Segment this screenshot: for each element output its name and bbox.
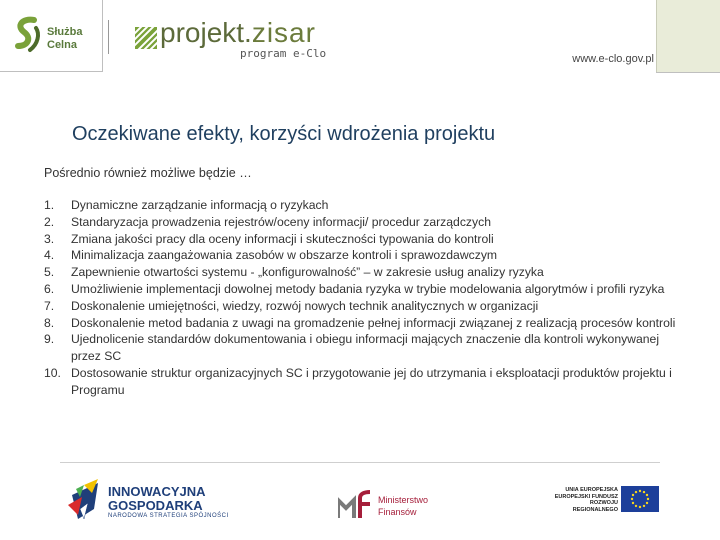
- list-item-number: 2.: [44, 214, 55, 229]
- list-item-text: Doskonalenie umiejętności, wiedzy, rozwój nowych technik analitycznych w organizacji: [71, 298, 539, 313]
- mf-line-1: Ministerstwo: [378, 495, 429, 505]
- list-item: [44, 197, 680, 214]
- list-item-text: Zapewnienie otwartości systemu - „konfigurowalność” – w zakresie usług analizy ryzyka: [71, 265, 544, 280]
- list-item-number: 8.: [44, 315, 55, 330]
- list-item-text: Umożliwienie implementacji dowolnej metody badania ryzyka w trybie modelowania algorytmów i profili ryzyka: [71, 281, 665, 296]
- list-item-text: Standaryzacja prowadzenia rejestrów/oceny informacji/ procedur zarządczych: [71, 214, 491, 229]
- sluzba-celna-logo-text: [47, 26, 82, 52]
- list-item: [44, 315, 680, 332]
- benefits-list: [44, 197, 680, 399]
- ue-line-1: UNIA EUROPEJSKA: [565, 487, 618, 493]
- list-item-number: 3.: [44, 231, 55, 246]
- ministerstwo-finansow-logo-icon: [338, 490, 372, 518]
- header-corner-line: [656, 72, 720, 73]
- list-item-number: 7.: [44, 298, 55, 313]
- list-item-text: Doskonalenie metod badania z uwagi na gromadzenie pełnej informacji związanej z realizacją procesów kontroli: [71, 315, 676, 330]
- ig-line-1: INNOWACYJNA: [108, 484, 206, 499]
- project-brand: zisar: [251, 17, 316, 48]
- list-item: [44, 281, 680, 298]
- list-item-number: 4.: [44, 248, 55, 263]
- footer-divider: [60, 462, 660, 463]
- sluzba-celna-logo-icon: [14, 16, 44, 54]
- ig-line-2: GOSPODARKA: [108, 498, 203, 513]
- site-url[interactable]: www.e-clo.gov.pl: [572, 53, 654, 65]
- list-item: [44, 264, 680, 281]
- project-subtitle: program e-Clo: [240, 47, 327, 60]
- innowacyjna-gospodarka-logo-icon: [68, 475, 102, 521]
- list-item-number: 1.: [44, 198, 55, 212]
- slide-title: Oczekiwane efekty, korzyści wdrożenia projektu: [72, 123, 496, 145]
- ig-tagline: NARODOWA STRATEGIA SPÓJNOŚCI: [108, 513, 229, 519]
- list-item: [44, 298, 680, 315]
- ue-line-3: ROZWOJU REGIONALNEGO: [572, 500, 618, 513]
- list-item-text: Ujednolicenie standardów dokumentowania i obiegu informacji mających znaczenie dla kontroli wykonywanej przez SC: [71, 332, 660, 364]
- sc-logo-line-2: Celna: [47, 39, 77, 51]
- ministerstwo-finansow-logo-text: [378, 494, 428, 518]
- list-item: [44, 365, 680, 399]
- unia-europejska-logo-text: [548, 487, 618, 513]
- project-logo-title: [160, 17, 316, 49]
- list-item-text: Dynamiczne zarządzanie informacją o ryzykach: [71, 198, 329, 212]
- list-item-text: Dostosowanie struktur organizacyjnych SC i przygotowanie jej do utrzymania i eksploatacji produktów projektu i Programu: [71, 365, 672, 397]
- list-item-text: Minimalizacja zaangażowania zasobów w obszarze kontroli i sprawozdawczym: [71, 248, 498, 263]
- zisar-stripes-icon: [135, 27, 157, 49]
- header-corner-box: [656, 0, 720, 72]
- list-item: [44, 247, 680, 264]
- list-item-text: Zmiana jakości pracy dla oceny informacji i skuteczności typowania do kontroli: [71, 231, 494, 246]
- list-item-number: 9.: [44, 332, 55, 347]
- innowacyjna-gospodarka-logo-text: [108, 485, 206, 513]
- list-item: [44, 214, 680, 231]
- sc-logo-line-1: Służba: [47, 26, 83, 38]
- list-item: [44, 331, 680, 365]
- list-item-number: 10.: [44, 365, 61, 380]
- list-item: [44, 231, 680, 248]
- ue-line-2: EUROPEJSKI FUNDUSZ: [554, 493, 618, 500]
- intro-text: Pośrednio również możliwe będzie …: [44, 166, 252, 180]
- mf-line-2: Finansów: [378, 507, 417, 517]
- project-prefix: projekt.: [160, 17, 252, 48]
- header-divider: [108, 20, 109, 54]
- eu-flag-icon: [621, 486, 659, 512]
- list-item-number: 5.: [44, 265, 55, 280]
- list-item-number: 6.: [44, 281, 55, 296]
